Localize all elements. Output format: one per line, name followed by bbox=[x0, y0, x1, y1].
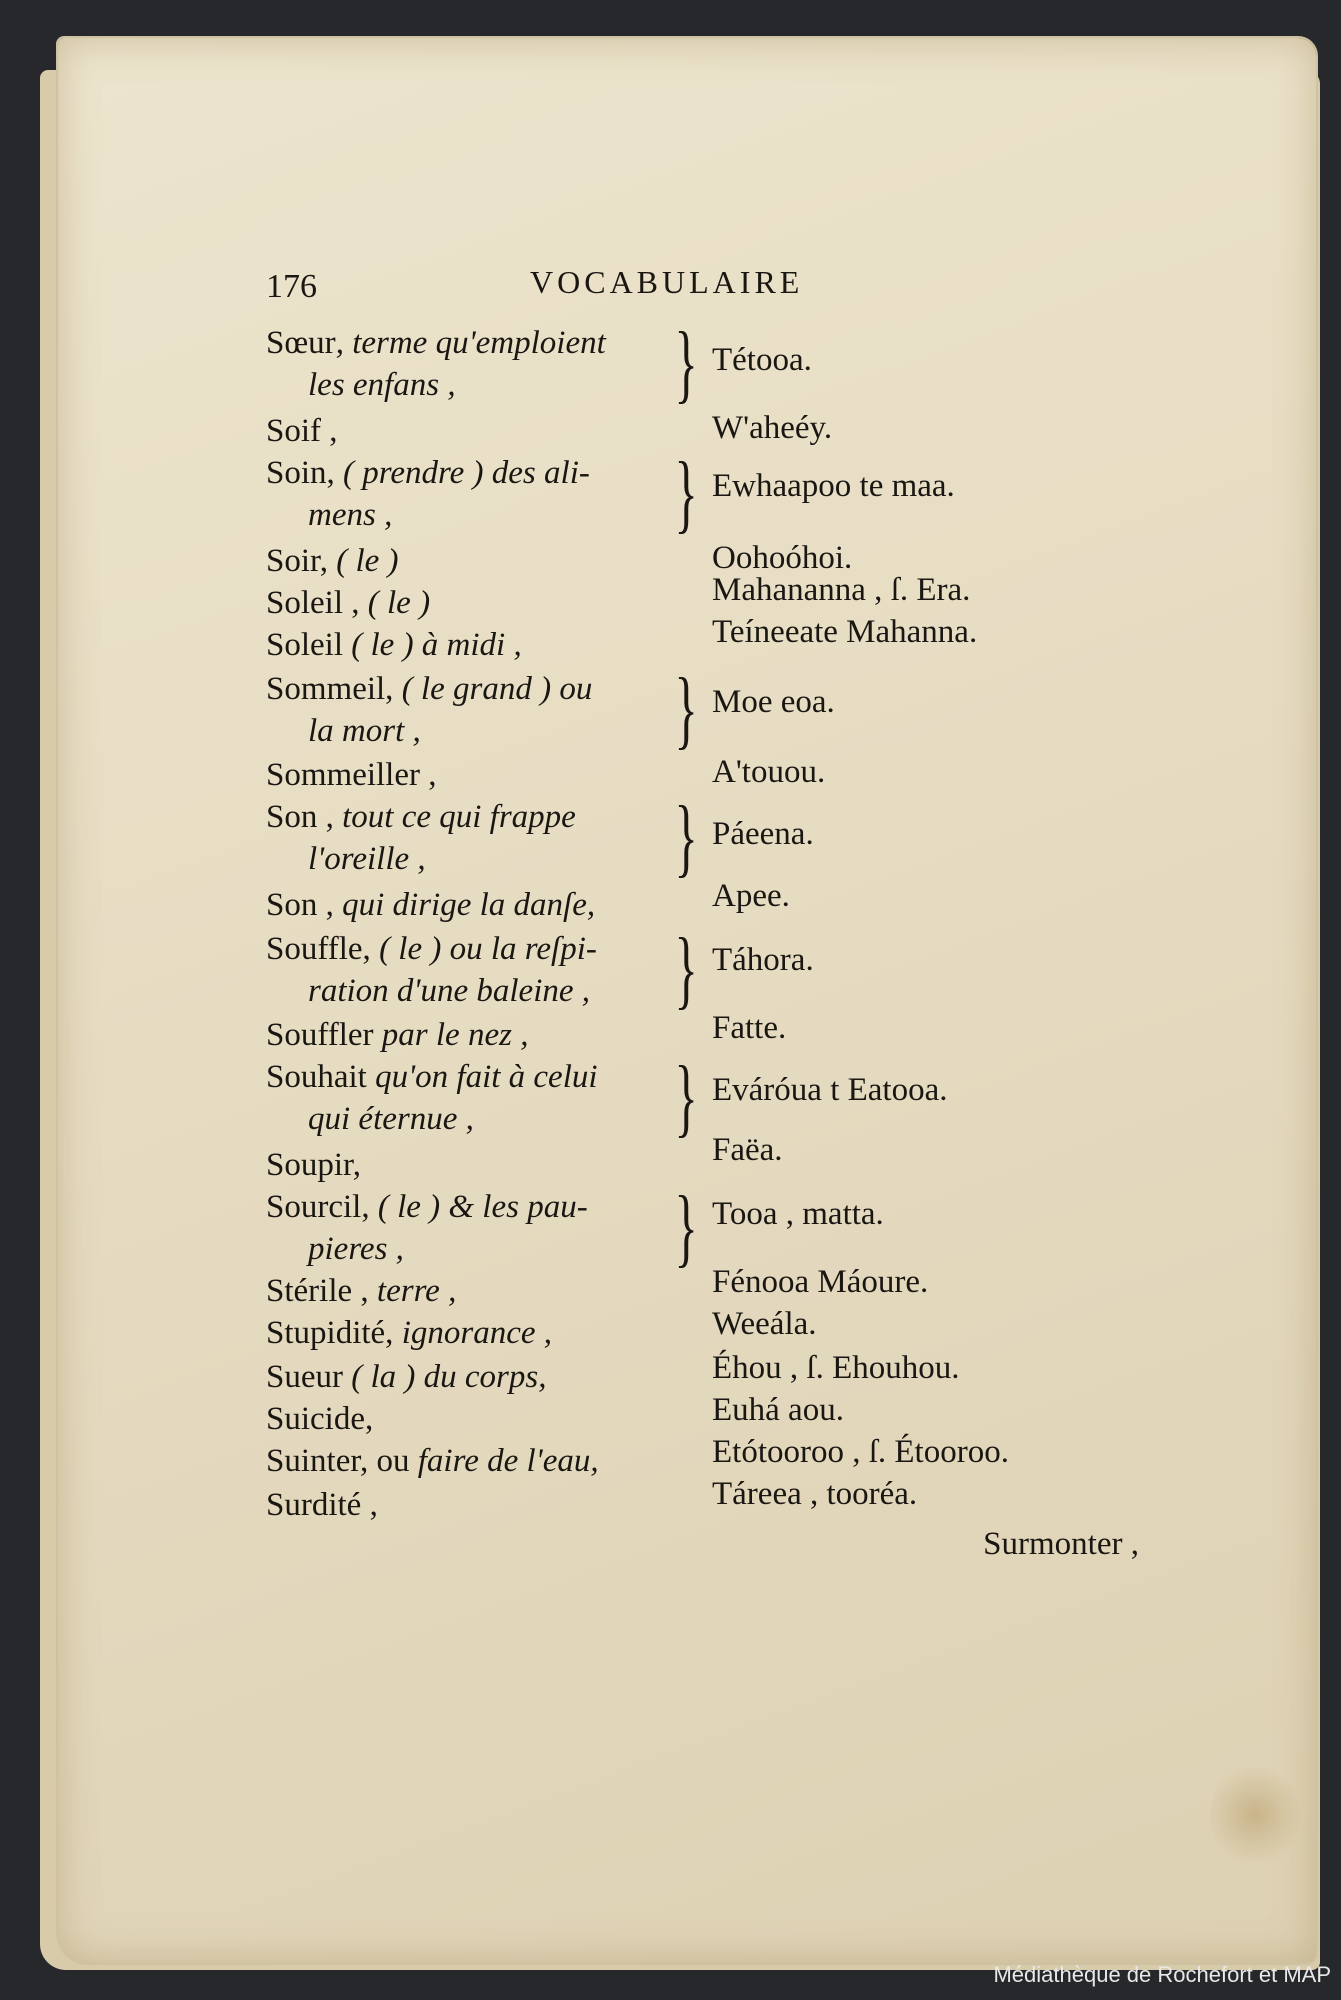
entry-translation: Etótooroo , ſ. Étooroo. bbox=[712, 1434, 1009, 1470]
entry-translation: Ewhaapoo te maa. bbox=[712, 468, 955, 504]
brace: } bbox=[674, 661, 698, 758]
entry-term: Son , bbox=[266, 799, 343, 835]
entry-translation: Tétooa. bbox=[712, 342, 812, 378]
entry-term: Souffle, bbox=[266, 931, 380, 967]
entry-translation: Páeena. bbox=[712, 816, 814, 852]
entry-note: ignorance , bbox=[401, 1315, 552, 1351]
entry-translation: Moe eoa. bbox=[712, 684, 835, 720]
entry-note: tout ce qui frappe bbox=[342, 799, 576, 835]
entry-term: Souhait bbox=[266, 1059, 376, 1095]
entry-translation: Táreea , tooréa. bbox=[712, 1476, 918, 1512]
entry-note: ( le ) à midi , bbox=[351, 627, 522, 663]
entry-translation: W'aheéy. bbox=[712, 410, 833, 446]
entry-translation: Tooa , matta. bbox=[712, 1196, 884, 1232]
running-title: VOCABULAIRE bbox=[530, 264, 804, 300]
entry-translation: Éhou , ſ. Ehouhou. bbox=[712, 1350, 960, 1386]
entry-translation: Teíneeate Mahanna. bbox=[712, 614, 978, 650]
catchword: Surmonter , bbox=[983, 1526, 1139, 1562]
entry-term: Soleil , bbox=[266, 585, 368, 621]
entry-note: qu'on fait à celui bbox=[375, 1059, 598, 1095]
entry-term: Sommeil, bbox=[266, 671, 402, 707]
entry-note: par le nez , bbox=[381, 1017, 529, 1053]
brace: } bbox=[674, 1179, 698, 1276]
entry-note-cont: pieres , bbox=[308, 1231, 404, 1267]
entry-note-cont: qui éternue , bbox=[308, 1101, 474, 1137]
entry-term: Sourcil, bbox=[266, 1189, 378, 1225]
brace: } bbox=[674, 1049, 698, 1146]
entry-note-cont: mens , bbox=[308, 497, 393, 533]
entry-term: Soir, bbox=[266, 543, 337, 579]
entry-note: ( le ) bbox=[367, 585, 431, 621]
brace: } bbox=[674, 789, 698, 886]
entry-term: Surdité , bbox=[266, 1487, 378, 1523]
brace: } bbox=[674, 445, 698, 542]
entry-translation: Apee. bbox=[712, 878, 790, 914]
entry-term: Sueur bbox=[266, 1359, 352, 1395]
entry-translation: Euhá aou. bbox=[712, 1392, 844, 1428]
entry-term: Soif , bbox=[266, 413, 338, 449]
entry-term: Suicide, bbox=[266, 1401, 374, 1437]
entry-term: Son , bbox=[266, 887, 343, 923]
entry-note: ( le ) bbox=[336, 543, 399, 579]
entry-translation: Mahananna , ſ. Era. bbox=[712, 572, 971, 608]
image-credit: Médiathèque de Rochefort et MAP bbox=[993, 1962, 1331, 1987]
entry-note-cont: la mort , bbox=[308, 713, 421, 749]
entry-term: Soleil bbox=[266, 627, 352, 663]
entry-note: , terme qu'emploient bbox=[335, 325, 606, 361]
entry-note: terre , bbox=[376, 1273, 457, 1309]
entry-note-cont: les enfans , bbox=[308, 367, 456, 403]
brace: } bbox=[674, 921, 698, 1018]
entry-term: Soupir, bbox=[266, 1147, 361, 1183]
entry-translation: Táhora. bbox=[712, 942, 814, 978]
entry-term: Sommeiller , bbox=[266, 757, 437, 793]
entry-translation: Faëa. bbox=[712, 1132, 783, 1168]
entry-term: Suinter, ou bbox=[266, 1443, 418, 1479]
entry-note: ( prendre ) des ali- bbox=[343, 455, 590, 491]
entry-term: Sœur bbox=[266, 325, 336, 361]
entry-translation: Oohoóhoi. bbox=[712, 540, 853, 576]
brace: } bbox=[674, 315, 698, 412]
entry-translation: Weeála. bbox=[712, 1306, 817, 1342]
entry-term: Souffler bbox=[266, 1017, 382, 1053]
entry-note: ( le ) ou la reſpi- bbox=[379, 931, 597, 967]
entry-translation: Eváróua t Eatooa. bbox=[712, 1072, 948, 1108]
entry-translation: A'touou. bbox=[712, 754, 826, 790]
entry-term: Soin, bbox=[266, 455, 344, 491]
entry-note: ( la ) du corps, bbox=[351, 1359, 547, 1395]
entry-note: qui dirige la danſe, bbox=[342, 887, 596, 923]
entry-note: faire de l'eau, bbox=[417, 1443, 599, 1479]
entry-note: ( le grand ) ou bbox=[401, 671, 593, 707]
page-stain bbox=[1210, 1760, 1300, 1870]
entry-translation: Fénooa Máoure. bbox=[712, 1264, 929, 1300]
entry-note-cont: ration d'une baleine , bbox=[308, 973, 591, 1009]
entry-term: Stupidité, bbox=[266, 1315, 402, 1351]
entry-note-cont: l'oreille , bbox=[308, 841, 426, 877]
entry-translation: Fatte. bbox=[712, 1010, 787, 1046]
entry-note: ( le ) & les pau- bbox=[377, 1189, 588, 1225]
page-number: 176 bbox=[266, 268, 317, 305]
entry-term: Stérile , bbox=[266, 1273, 377, 1309]
